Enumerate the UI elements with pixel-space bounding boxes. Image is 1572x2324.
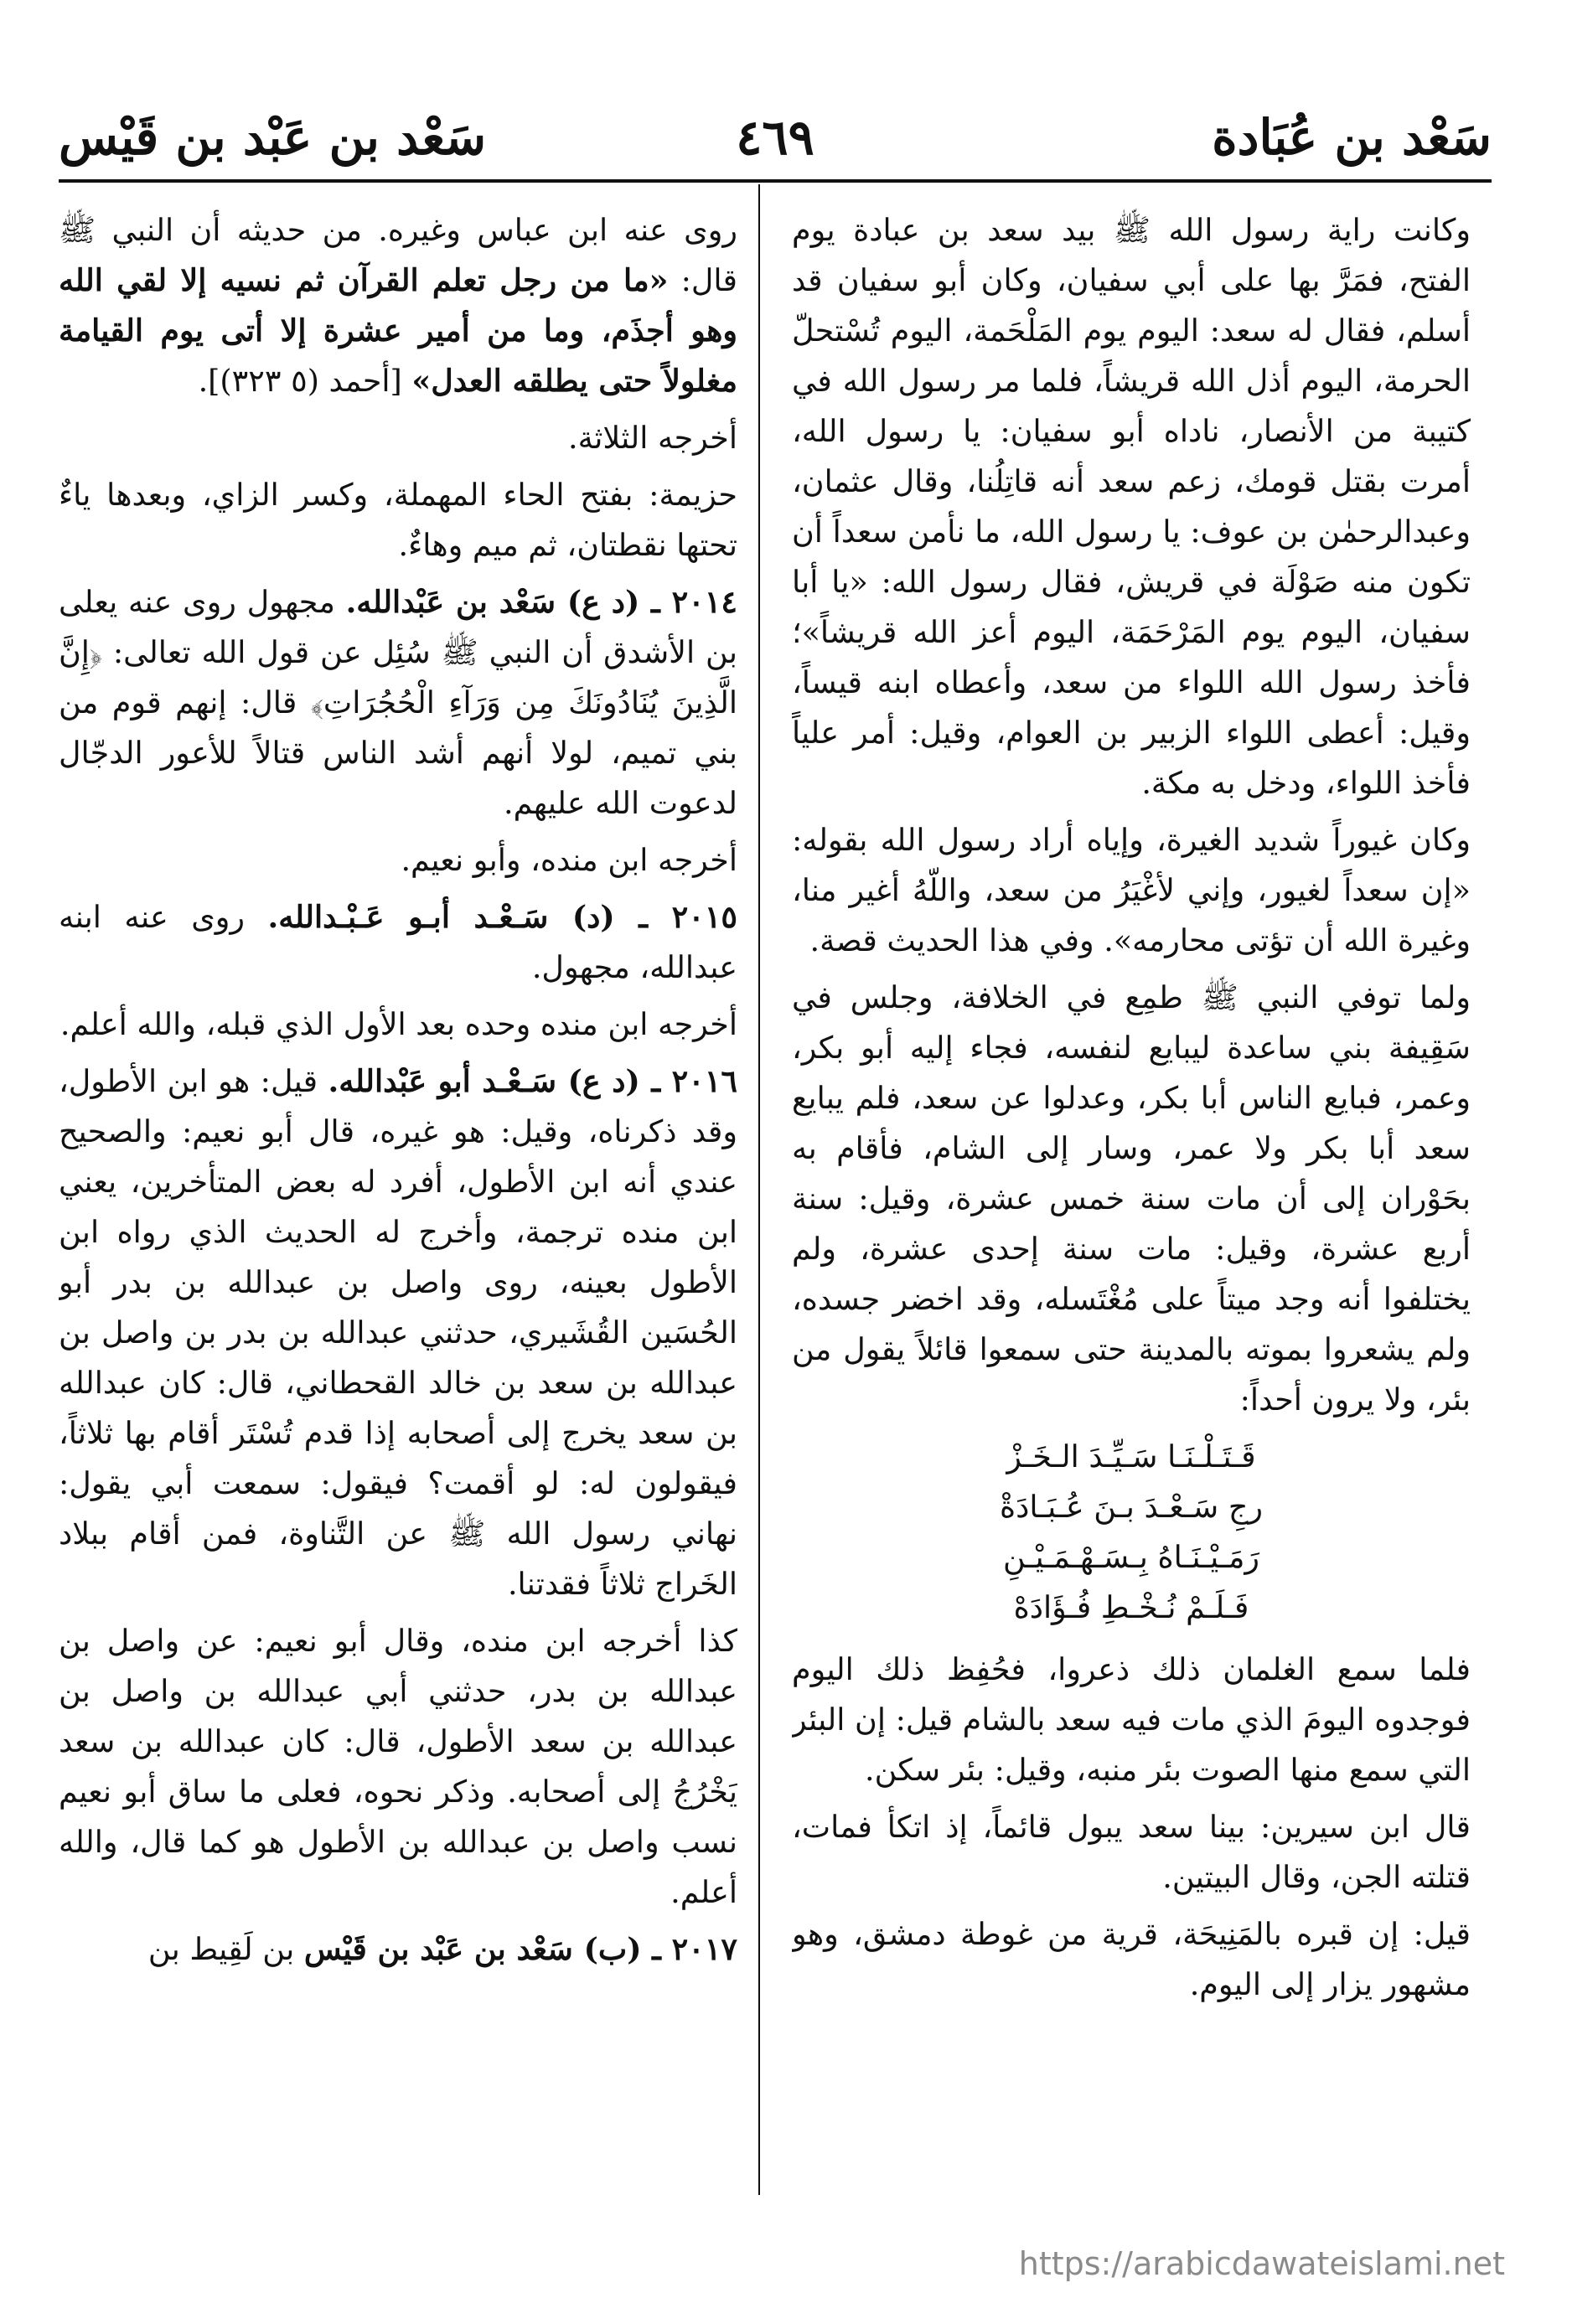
entry-heading: ٢٠١٥ ـ (د) سَـعْـد أبـو عَـبْـدالله. xyxy=(267,899,737,935)
paragraph: قال ابن سيرين: بينا سعد يبول قائماً، إذ اتكأ فمات، قتلته الجن، وقال البيتين. xyxy=(792,1809,1471,1895)
paragraph xyxy=(59,205,737,406)
entry-body: روى عنه ابنه عبدالله، مجهول. xyxy=(59,899,737,985)
entry-2015 xyxy=(59,892,737,993)
poem xyxy=(792,1432,1471,1633)
entry-body: قيل: هو ابن الأطول، وقد ذكرناه، وقيل: هو غيره، قال أبو نعيم: والصحيح عندي أنه ابن الأطول، أفرد له بعض المتأخرين، يعني ابن منده ترجمة، وأخرج له الحديث الذي رواه ابن الأطول بعينه، روى واصل بن عبدالله بن بدر أبو الحُسَين القُشَيري، حدثني عبدالله بن بدر بن واصل بن عبدالله بن سعد بن خالد القحطاني، قال: كان عبدالله بن سعد يخرج إلى أصحابه إذا قدم تُسْتَر أقام بها ثلاثاً، فيقولون له: لو أقمت؟ فيقول: سمعت أبي يقول: نهاني رسول الله ﷺ عن التَّناوة، فمن أقام ببلاد الخَراج ثلاثاً فقدتنا. xyxy=(59,1063,737,1602)
page-number: ٤٦٩ xyxy=(736,109,814,166)
left-column xyxy=(59,205,737,2157)
entry-heading: ٢٠١٧ ـ (ب) سَعْد بن عَبْد بن قَيْس xyxy=(303,1931,737,1967)
poem-line: فَـلَـمْ نُـخْـطِ فُـؤَادَهْ xyxy=(1013,1589,1249,1625)
paragraph: ولما توفي النبي ﷺ طمِع في الخلافة، وجلس في سَقِيفة بني ساعدة ليبايع لنفسه، فجاء إليه أبو بكر، وعمر، فبايع الناس أبا بكر، وعدلوا عن سعد، فلم يبايع سعد أبا بكر ولا عمر، وسار إلى الشام، فأقام به بحَوْران إلى أن مات سنة خمس عشرة، وقيل: سنة أربع عشرة، وقيل: مات سنة إحدى عشرة، ولم يختلفوا أنه وجد ميتاً على مُغْتَسله، وقد اخضر جسده، ولم يشعروا بموته بالمدينة حتى سمعوا قائلاً يقول من بئر، ولا يرون أحداً: xyxy=(792,979,1471,1418)
paragraph: كذا أخرجه ابن منده، وقال أبو نعيم: عن واصل بن عبدالله بن بدر، حدثني أبي عبدالله بن واصل بن عبدالله بن سعد الأطول، قال: كان عبدالله بن سعد يَخْرُجُ إلى أصحابه. وذكر نحوه، فعلى ما ساق أبو نعيم نسب واصل بن عبدالله بن الأطول هو كما قال، والله أعلم. xyxy=(59,1623,737,1910)
page-header xyxy=(59,101,1492,184)
running-title-right: سَعْد بن عُبَادة xyxy=(1212,109,1492,166)
entry-2014 xyxy=(59,577,737,829)
poem-line: قَـتَـلْـنَـا سَـيِّـدَ الـخَـزْ xyxy=(1006,1438,1256,1474)
paragraph: فلما سمع الغلمان ذلك ذعروا، فحُفِظ ذلك اليوم فوجدوه اليومَ الذي مات فيه سعد بالشام قيل: إن البئر التي سمع منها الصوت بئر منبه، وقيل: بئر سكن. xyxy=(792,1651,1471,1788)
running-title-left: سَعْد بن عَبْد بن قَيْس xyxy=(59,109,487,166)
column-divider xyxy=(758,184,760,2195)
entry-2016 xyxy=(59,1056,737,1609)
header-rule xyxy=(59,179,1492,183)
entry-body: مجهول روى عنه يعلى بن الأشدق أن النبي ﷺ سُئِل عن قول الله تعالى: ﴿إِنَّ الَّذِينَ يُنَادُونَكَ مِن وَرَآءِ الْحُجُرَاتِ﴾ قال: إنهم قوم من بني تميم، لولا أنهم أشد الناس قتالاً للأعور الدجّال لدعوت الله عليهم. xyxy=(59,584,737,821)
paragraph: أخرجه ابن منده، وأبو نعيم. xyxy=(401,842,737,878)
paragraph: وكانت راية رسول الله ﷺ بيد سعد بن عبادة يوم الفتح، فمَرَّ بها على أبي سفيان، وكان أبو سفيان قد أسلم، فقال له سعد: اليوم يوم المَلْحَمة، اليوم تُسْتحلّ الحرمة، اليوم أذل الله قريشاً، فلما مر رسول الله في كتيبة من الأنصار، ناداه أبو سفيان: يا رسول الله، أمرت بقتل قومك، زعم سعد أنه قاتِلُنا، وقال عثمان، وعبدالرحمٰن بن عوف: يا رسول الله، ما نأمن سعداً أن تكون منه صَوْلَة في قريش، فقال رسول الله: «يا أبا سفيان، اليوم يوم المَرْحَمَة، اليوم أعز الله قريشاً»؛ فأخذ رسول الله اللواء من سعد، وأعطاه ابنه قيساً، وقيل: أعطى اللواء الزبير بن العوام، وقيل: أمر علياً فأخذ اللواء، ودخل به مكة. xyxy=(792,212,1471,801)
paragraph: وكان غيوراً شديد الغيرة، وإياه أراد رسول الله بقوله: «إن سعداً لغيور، وإني لأغْيَرُ من سعد، واللّهُ أغير منا، وغيرة الله أن تؤتى محارمه». وفي هذا الحديث قصة. xyxy=(792,822,1471,958)
hadith-text: «ما من رجل تعلم القرآن ثم نسيه إلا لقي الله وهو أجذَم، وما من أمير عشرة إلا أتى يوم القيامة مغلولاً حتى يطلقه العدل» xyxy=(59,262,737,399)
citation: [أحمد (٥ ٣٢٣)]. xyxy=(198,363,412,399)
paragraph: أخرجه ابن منده وحده بعد الأول الذي قبله، والله أعلم. xyxy=(59,1006,737,1042)
right-column xyxy=(792,205,1471,2157)
paragraph: حزيمة: بفتح الحاء المهملة، وكسر الزاي، وبعدها ياءٌ تحتها نقطتان، ثم ميم وهاءٌ. xyxy=(59,477,737,563)
paragraph: أخرجه الثلاثة. xyxy=(568,420,737,456)
poem-line: رَمَـيْـنَـاهُ بِـسَـهْـمَـيْـنِ xyxy=(1002,1539,1260,1575)
watermark-url: https://arabicdawateislami.net xyxy=(1018,2245,1505,2282)
entry-heading: ٢٠١٦ ـ (د ع) سَـعْـد أبو عَبْدالله. xyxy=(328,1063,737,1099)
poem-line: رجِ سَـعْـدَ بـنَ عُـبَـادَةْ xyxy=(999,1489,1264,1525)
entry-2017 xyxy=(59,1924,737,1975)
entry-body: بن لَقِيط بن xyxy=(147,1931,304,1967)
text: روى عنه ابن عباس وغيره. من حديثه أن النبي ﷺ قال: xyxy=(59,212,737,298)
entry-heading: ٢٠١٤ ـ (د ع) سَعْد بن عَبْدالله. xyxy=(345,584,737,620)
paragraph: قيل: إن قبره بالمَنِيحَة، قرية من غوطة دمشق، وهو مشهور يزار إلى اليوم. xyxy=(792,1916,1471,2002)
